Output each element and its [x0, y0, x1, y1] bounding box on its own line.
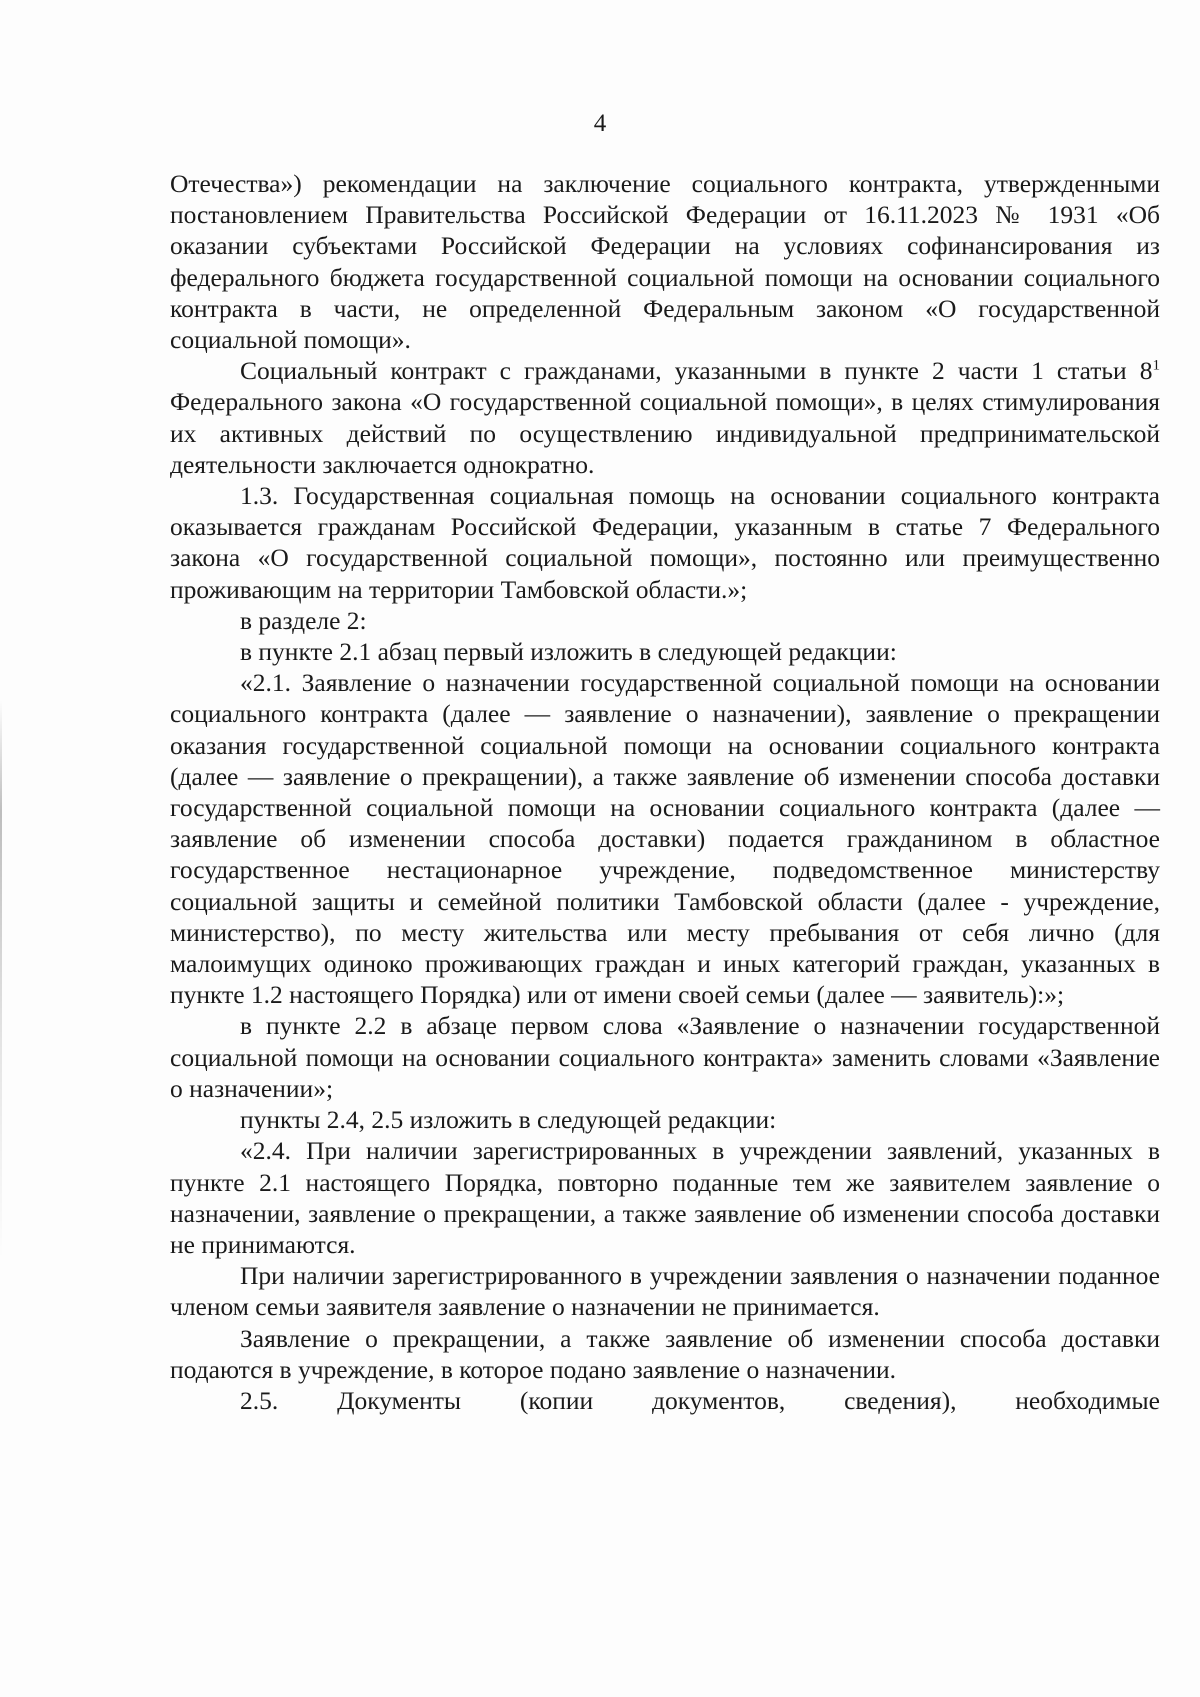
- paragraph-clause-2-4: «2.4. При наличии зарегистрированных в учреждении заявлений, указанных в пункте 2.1 настоящего Порядка, повторно поданные тем же заявителем заявление о назначении, заявление о прекращении, а также заявление об изменении способа доставки не принимаются.: [170, 1136, 1160, 1259]
- paragraph-text-part: Социальный контракт с гражданами, указанными в пункте 2 части 1 статьи 8: [240, 356, 1153, 386]
- paragraph-clause-1-3: 1.3. Государственная социальная помощь на основании социального контракта оказывается гражданам Российской Федерации, указанным в статье 7 Федерального закона «О государственной социальной помощи», постоянно или преимущественно проживающим на территории Тамбовской области.»;: [170, 481, 1160, 604]
- document-body: [170, 168, 1160, 1416]
- paragraph-clause-2-1: «2.1. Заявление о назначении государственной социальной помощи на основании социального контракта (далее — заявление о назначении), заявление о прекращении оказания государственной социальной помощи на основании социального контракта (далее — заявление о прекращении), а также заявление об изменении способа доставки государственной социальной помощи на основании социального контракта (далее — заявление об изменении способа доставки) подается гражданином в областное государственное нестационарное учреждение, подведомственное министерству социальной защиты и семейной политики Тамбовской области (далее - учреждение, министерство), по месту жительства или месту пребывания от себя лично (для малоимущих одиноко проживающих граждан и иных категорий граждан, указанных в пункте 1.2 настоящего Порядка) или от имени своей семьи (далее — заявитель):»;: [170, 668, 1160, 1010]
- scan-edge-artifact: [0, 700, 2, 1260]
- page-number: 4: [593, 110, 607, 137]
- superscript-mark: 1: [1152, 357, 1160, 374]
- paragraph-clause-2-1-instruction: в пункте 2.1 абзац первый изложить в следующей редакции:: [240, 637, 897, 667]
- paragraph-section-2-intro: в разделе 2:: [240, 605, 367, 635]
- paragraph-registered-application: При наличии зарегистрированного в учреждении заявления о назначении поданное членом семьи заявителя заявление о назначении не принимается.: [170, 1261, 1160, 1322]
- paragraph-clause-2-2: в пункте 2.2 в абзаце первом слова «Заявление о назначении государственной социальной помощи на основании социального контракта» заменить словами «Заявление о назначении»;: [170, 1011, 1160, 1103]
- paragraph-text-part: Федерального закона «О государственной социальной помощи», в целях стимулирования их активных действий по осуществлению индивидуальной предпринимательской деятельности заключается однократно.: [170, 387, 1160, 479]
- paragraph-termination-application: Заявление о прекращении, а также заявление об изменении способа доставки подаются в учреждение, в которое подано заявление о назначении.: [170, 1323, 1160, 1384]
- paragraph-clauses-2-4-2-5-instruction: пункты 2.4, 2.5 изложить в следующей редакции:: [240, 1105, 777, 1135]
- paragraph-social-contract: [170, 355, 1160, 480]
- paragraph-clause-2-5: 2.5. Документы (копии документов, сведения), необходимые: [240, 1385, 1160, 1415]
- paragraph-continuation: Отечества») рекомендации на заключение социального контракта, утвержденными постановлением Правительства Российской Федерации от 16.11.2023 № 1931 «Об оказании субъектами Российской Федерации на условиях софинансирования из федерального бюджета государственной социальной помощи на основании социального контракта в части, не определенной Федеральным законом «О государственной социальной помощи».: [170, 169, 1160, 355]
